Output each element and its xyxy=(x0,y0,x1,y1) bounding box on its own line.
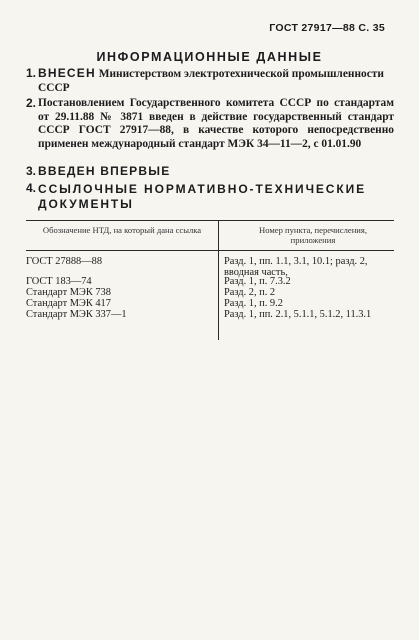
info-item-1 xyxy=(26,67,394,95)
table-cell-ref: Разд. 1, пп. 2.1, 5.1.1, 5.1.2, 11.3.1 xyxy=(224,309,372,320)
info-item-3 xyxy=(26,165,394,179)
table-cell-ref: Разд. 1, п. 9.2 xyxy=(224,298,283,309)
table-cell-doc: ГОСТ 183—74 xyxy=(26,276,92,287)
item-text: ВВЕДЕН ВПЕРВЫЕ xyxy=(38,164,171,178)
table-cell-doc: Стандарт МЭК 417 xyxy=(26,298,111,309)
item-text: ССЫЛОЧНЫЕ НОРМАТИВНО-ТЕХНИЧЕСКИЕ ДОКУМЕНТЫ xyxy=(38,182,367,211)
table-header-doc: Обозначение НТД, на который дана ссылка xyxy=(42,225,202,235)
section-title: ИНФОРМАЦИОННЫЕ ДАННЫЕ xyxy=(96,50,323,64)
item-lead: ВНЕСЕН xyxy=(38,66,96,80)
table-cell-ref: Разд. 1, пп. 1.1, 3.1, 10.1; разд. 2, вводная часть, xyxy=(224,256,368,278)
item-number: 3. xyxy=(26,164,37,178)
item-text: Постановлением Государственного комитета СССР по стандартам от 29.11.88 № 3871 введен в действие государственный стандарт СССР ГОСТ 27917—88, в качестве которого непосредственно применен международный стандарт МЭК 34—11—2, с 01.01.90 xyxy=(38,97,394,150)
page-header: ГОСТ 27917—88 С. 35 xyxy=(269,22,385,34)
table-column-divider xyxy=(218,220,219,340)
item-text: Министерством электротехнической промышленности СССР xyxy=(38,68,384,94)
table-cell-ref: Разд. 1, п. 7.3.2 xyxy=(224,276,291,287)
info-item-2 xyxy=(26,97,394,151)
table-cell-doc: Стандарт МЭК 337—1 xyxy=(26,309,127,320)
table-header-rule xyxy=(26,250,394,251)
table-header-ref: Номер пункта, перечисления, приложения xyxy=(258,225,367,245)
table-cell-ref: Разд. 2, п. 2 xyxy=(224,287,276,298)
item-number: 2. xyxy=(26,96,37,110)
table-cell-doc: Стандарт МЭК 738 xyxy=(26,287,111,298)
info-item-4 xyxy=(26,182,394,212)
item-number: 1. xyxy=(26,66,37,80)
table-top-rule xyxy=(26,220,394,221)
table-cell-doc: ГОСТ 27888—88 xyxy=(26,256,103,267)
item-number: 4. xyxy=(26,181,37,195)
